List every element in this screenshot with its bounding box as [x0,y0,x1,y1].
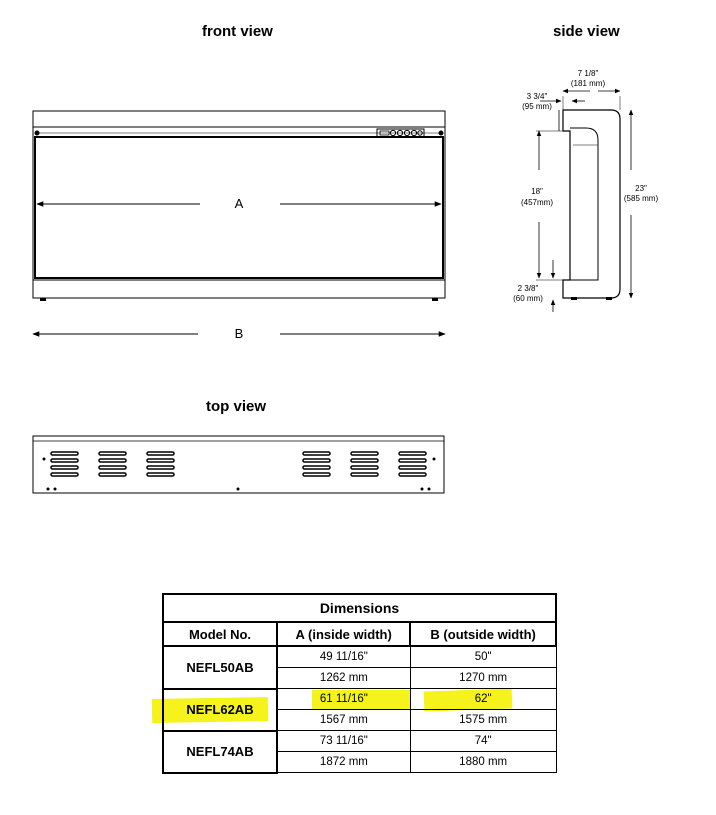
vent-slot [351,473,378,476]
top-view-drawing [33,436,444,493]
a-mm-cell: 1262 mm [277,668,410,689]
side-view-title: side view [553,23,620,40]
base-height-in: 2 3/8" [517,284,539,293]
total-height-in: 23" [635,184,647,193]
inner-height-in: 18" [531,187,543,196]
a-inch-cell: 61 11/16" [277,689,410,710]
vent-slot [51,473,78,476]
a-mm-cell: 1567 mm [277,710,410,731]
vent-slots [51,452,426,476]
b-mm-cell: 1880 mm [410,752,556,773]
vent-slot [303,459,330,462]
vent-slot [399,459,426,462]
total-height-mm: (585 mm) [623,194,659,203]
vent-slot [399,473,426,476]
dim-a-label: A [234,196,244,211]
top-in: 3 3/4" [526,92,548,101]
vent-slot [303,466,330,469]
front-view-title: front view [202,23,273,40]
table-row [163,731,556,752]
a-inch-cell: 73 11/16" [277,731,410,752]
header-a: A (inside width) [277,622,410,646]
vent-slot [147,459,174,462]
vent-slot [51,466,78,469]
table-caption: Dimensions [163,594,556,622]
vent-slot [99,473,126,476]
b-inch-cell: 50" [410,646,556,668]
dimensions-table [162,593,557,774]
front-view-drawing [33,111,445,334]
table-row [163,689,556,710]
vent-slot [51,452,78,455]
b-mm-cell: 1270 mm [410,668,556,689]
b-mm-cell: 1575 mm [410,710,556,731]
header-b: B (outside width) [410,622,556,646]
vent-slot [99,452,126,455]
vent-slot [99,459,126,462]
vent-slot [399,452,426,455]
vent-slot [51,459,78,462]
depth-mm: (181 mm) [570,79,606,88]
model-cell-highlighted: NEFL62AB [163,689,277,731]
model-cell: NEFL74AB [163,731,277,773]
a-inch-cell: 49 11/16" [277,646,410,668]
b-inch-cell: 62" [410,689,556,710]
inner-height-mm: (457mm) [520,198,554,207]
vent-slot [147,466,174,469]
base-height-mm: (60 mm) [513,294,543,303]
vent-slot [351,459,378,462]
depth-in: 7 1/8" [577,69,599,78]
vent-slot [99,466,126,469]
dim-b-label: B [234,326,244,341]
a-mm-cell: 1872 mm [277,752,410,773]
top-view-title: top view [206,398,267,415]
header-model: Model No. [163,622,277,646]
vent-slot [303,452,330,455]
vent-slot [399,466,426,469]
vent-slot [147,473,174,476]
model-cell: NEFL50AB [163,646,277,689]
top-mm: (95 mm) [522,102,552,111]
vent-slot [351,466,378,469]
vent-slot [147,452,174,455]
b-inch-cell: 74" [410,731,556,752]
vent-slot [351,452,378,455]
table-row [163,646,556,668]
vent-slot [303,473,330,476]
